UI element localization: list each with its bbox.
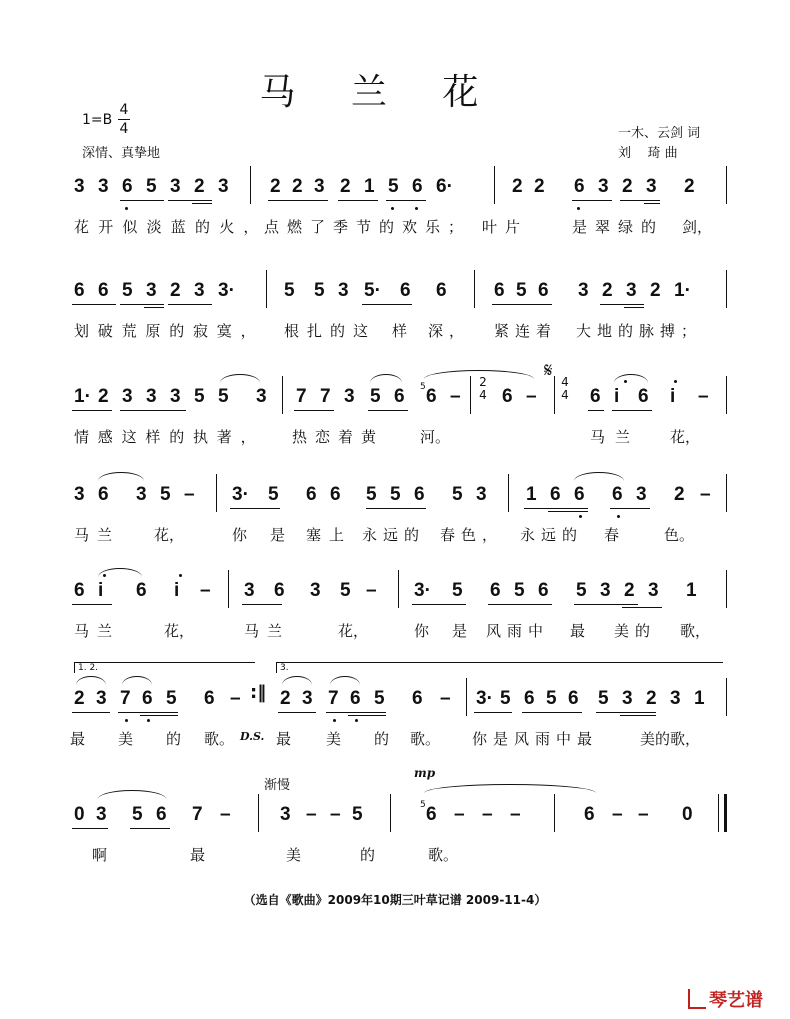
barline xyxy=(494,166,495,204)
note: 6 xyxy=(502,386,513,407)
lyric: 马兰 xyxy=(244,622,291,640)
note: – xyxy=(440,688,451,709)
note: 3 xyxy=(302,688,313,709)
note: 6 xyxy=(590,386,601,407)
note: 3 xyxy=(626,280,637,301)
lyric: 马兰 xyxy=(74,526,121,544)
lyric-line xyxy=(0,844,790,866)
note: 2 xyxy=(512,176,523,197)
note: 5 xyxy=(390,484,401,505)
note: – xyxy=(306,804,317,825)
note: 6 xyxy=(330,484,341,505)
note: 3· xyxy=(218,280,235,301)
note: 1· xyxy=(74,386,91,407)
lyric: 美的歌， xyxy=(640,730,701,748)
lyric: 歌。 xyxy=(428,846,459,864)
note: – xyxy=(184,484,195,505)
barline xyxy=(398,570,399,608)
logo-mark-icon xyxy=(688,989,706,1009)
tempo-mark: 渐慢 xyxy=(264,778,291,793)
note: – xyxy=(230,688,241,709)
note: 3 xyxy=(670,688,681,709)
note: 5 xyxy=(284,280,295,301)
lyric: 是 xyxy=(452,622,468,640)
barline xyxy=(554,376,555,414)
note: 6 xyxy=(538,580,549,601)
lyric: 永远的 xyxy=(520,526,584,544)
note: 5· xyxy=(364,280,381,301)
lyric: 点燃了季节的欢乐； xyxy=(264,218,472,236)
note: – xyxy=(330,804,341,825)
note: 6 xyxy=(638,386,649,407)
note-line xyxy=(74,174,734,204)
lyric: 是翠绿的 xyxy=(572,218,665,236)
note: – xyxy=(450,386,461,407)
note-line xyxy=(74,682,734,716)
note: 6 xyxy=(156,804,167,825)
lyric: 紧连着 xyxy=(494,322,558,340)
note: 5 xyxy=(370,386,381,407)
note: 5 xyxy=(514,580,525,601)
lyric-line xyxy=(0,728,790,750)
lyric: 春 xyxy=(604,526,620,544)
note: 2 xyxy=(624,580,635,601)
lyric-line xyxy=(0,216,790,238)
note: 5 xyxy=(374,688,385,709)
lyric: 根扎的这 xyxy=(284,322,377,340)
note: 3 xyxy=(636,484,647,505)
note: 3· xyxy=(414,580,431,601)
note: 3 xyxy=(256,386,267,407)
note: 2 xyxy=(684,176,695,197)
segno-icon: 𝄋 xyxy=(544,358,553,382)
note: 6 xyxy=(574,176,585,197)
lyric: 歌。 xyxy=(204,730,235,748)
note: 3 xyxy=(280,804,291,825)
lyric: 的 xyxy=(360,846,376,864)
note: 6 xyxy=(74,280,85,301)
note: 6 xyxy=(412,688,423,709)
note: 6 xyxy=(574,484,585,505)
note: 5 xyxy=(598,688,609,709)
barline xyxy=(726,570,727,608)
note: 5 xyxy=(452,580,463,601)
note: 3 xyxy=(648,580,659,601)
note: 3 xyxy=(74,176,85,197)
note: 3 xyxy=(338,280,349,301)
note: 3 xyxy=(146,386,157,407)
expression-mark: 深情、真挚地 xyxy=(82,146,161,161)
note: 3 xyxy=(170,176,181,197)
note: – xyxy=(220,804,231,825)
lyric: 马兰 xyxy=(74,622,121,640)
note: i xyxy=(614,386,620,407)
lyric-line xyxy=(0,426,790,448)
note: 3 xyxy=(136,484,147,505)
note: 6 xyxy=(568,688,579,709)
lyric: 你是风雨中最 xyxy=(472,730,599,748)
lyric-line xyxy=(0,524,790,546)
lyric: 花， xyxy=(338,622,369,640)
time-change: 4 4 xyxy=(561,375,569,402)
note: 5 xyxy=(122,280,133,301)
note: – xyxy=(526,386,537,407)
note: 2 xyxy=(622,176,633,197)
note: 6 xyxy=(538,280,549,301)
lyric-line xyxy=(0,320,790,342)
lyric: 歌。 xyxy=(410,730,441,748)
barline xyxy=(726,678,727,716)
source-note: （选自《歌曲》2009年10期三叶草记谱 2009-11-4） xyxy=(243,893,547,907)
note: 6 xyxy=(412,176,423,197)
time-change: 2 4 xyxy=(479,375,487,402)
note: 6 xyxy=(550,484,561,505)
note: 6 xyxy=(584,804,595,825)
note-line xyxy=(74,802,734,832)
repeat-end-icon: :‖ xyxy=(250,682,267,703)
note: 6 xyxy=(74,580,85,601)
barline xyxy=(470,376,471,414)
lyric-line xyxy=(0,620,790,642)
key-signature: 1=B xyxy=(82,112,113,128)
barline xyxy=(390,794,391,832)
barline xyxy=(554,794,555,832)
lyric: 美的 xyxy=(614,622,657,640)
note: 5 xyxy=(132,804,143,825)
note: 1 xyxy=(686,580,697,601)
note: – xyxy=(638,804,649,825)
note: 6 xyxy=(400,280,411,301)
site-logo: 琴艺谱 xyxy=(688,986,763,1012)
note: 2 xyxy=(98,386,109,407)
note: – xyxy=(200,580,211,601)
lyric: 你 xyxy=(232,526,248,544)
note: – xyxy=(612,804,623,825)
lyric: 美 xyxy=(118,730,134,748)
note: 2 xyxy=(270,176,281,197)
note-line xyxy=(74,278,734,308)
lyric: 大地的脉搏； xyxy=(576,322,703,340)
note: 7 xyxy=(120,688,131,709)
note: 6 xyxy=(490,580,501,601)
lyric: 花， xyxy=(164,622,195,640)
note: 7 xyxy=(296,386,307,407)
note: 3 xyxy=(578,280,589,301)
composer-credit: 刘 琦 曲 xyxy=(618,146,678,161)
note: 5 xyxy=(352,804,363,825)
note: – xyxy=(482,804,493,825)
note: 2 xyxy=(170,280,181,301)
note: 6 xyxy=(98,280,109,301)
barline xyxy=(726,270,727,308)
note: – xyxy=(510,804,521,825)
note: 3 xyxy=(622,688,633,709)
note: 3 xyxy=(96,688,107,709)
note: 3· xyxy=(232,484,249,505)
lyric: 剑， xyxy=(682,218,713,236)
barline xyxy=(282,376,283,414)
lyric: 永远的 xyxy=(362,526,426,544)
barline xyxy=(258,794,259,832)
note: i xyxy=(670,386,676,407)
note-line xyxy=(74,358,734,414)
note: 1 xyxy=(526,484,537,505)
barline xyxy=(726,474,727,512)
note: 7 xyxy=(320,386,331,407)
note: 3 xyxy=(218,176,229,197)
ds-mark: D.S. xyxy=(240,730,265,743)
dynamic-mark: mp xyxy=(414,766,436,780)
note: 6· xyxy=(436,176,453,197)
grace-note: 5 xyxy=(420,382,426,392)
note: 5 xyxy=(160,484,171,505)
lyric: 春色， xyxy=(440,526,504,544)
note: 3 xyxy=(194,280,205,301)
note: 6 xyxy=(98,484,109,505)
note: 1 xyxy=(694,688,705,709)
lyric: 最 xyxy=(276,730,292,748)
note: – xyxy=(366,580,377,601)
note: 2 xyxy=(280,688,291,709)
volta-bracket-1: 1. 2. xyxy=(74,662,255,673)
note: 5 xyxy=(146,176,157,197)
note: 5 xyxy=(452,484,463,505)
note: 5 xyxy=(218,386,229,407)
note: 6 xyxy=(612,484,623,505)
note: 5 xyxy=(388,176,399,197)
note: 5 xyxy=(340,580,351,601)
note: 5 xyxy=(166,688,177,709)
lyricist-credit: 一木、云剑 词 xyxy=(618,126,701,141)
note: 5 xyxy=(546,688,557,709)
note: 3 xyxy=(598,176,609,197)
lyric: 的 xyxy=(374,730,390,748)
barline xyxy=(718,794,719,832)
lyric: 样 xyxy=(392,322,408,340)
note: 1· xyxy=(674,280,691,301)
note: 6 xyxy=(426,804,437,825)
volta-bracket-2: 3. xyxy=(276,662,723,673)
lyric: 热恋着黄 xyxy=(292,428,385,446)
note: 2 xyxy=(674,484,685,505)
note: 3· xyxy=(476,688,493,709)
lyric: 是 xyxy=(270,526,286,544)
lyric: 划破荒原的寂寞， xyxy=(74,322,265,340)
note: 6 xyxy=(426,386,437,407)
note: 3 xyxy=(646,176,657,197)
lyric: 色。 xyxy=(664,526,695,544)
barline xyxy=(216,474,217,512)
note: – xyxy=(454,804,465,825)
lyric: 美 xyxy=(326,730,342,748)
note: 2 xyxy=(602,280,613,301)
lyric: 深， xyxy=(428,322,471,340)
note-line xyxy=(74,482,734,512)
note: 2 xyxy=(646,688,657,709)
lyric: 花， xyxy=(154,526,185,544)
barline xyxy=(228,570,229,608)
note: 5 xyxy=(366,484,377,505)
note: 7 xyxy=(328,688,339,709)
note: 6 xyxy=(414,484,425,505)
note: 5 xyxy=(268,484,279,505)
note: 2 xyxy=(292,176,303,197)
note: 3 xyxy=(74,484,85,505)
note: 3 xyxy=(170,386,181,407)
note: 6 xyxy=(350,688,361,709)
barline xyxy=(726,166,727,204)
note: 1 xyxy=(364,176,375,197)
barline xyxy=(466,678,467,716)
note: 3 xyxy=(122,386,133,407)
note: 6 xyxy=(274,580,285,601)
note: 3 xyxy=(244,580,255,601)
barline xyxy=(726,376,727,414)
lyric: 马兰 xyxy=(590,428,641,446)
barline xyxy=(250,166,251,204)
note: 6 xyxy=(394,386,405,407)
note: 2 xyxy=(340,176,351,197)
note-line xyxy=(74,578,734,608)
note: 0 xyxy=(74,804,85,825)
note: 2 xyxy=(194,176,205,197)
lyric: 花开似淡蓝的火， xyxy=(74,218,268,236)
lyric: 最 xyxy=(570,622,586,640)
note: 2 xyxy=(650,280,661,301)
final-barline xyxy=(724,794,727,832)
barline xyxy=(266,270,267,308)
note: 6 xyxy=(122,176,133,197)
page-title: 马 兰 花 xyxy=(259,72,501,113)
note: 5 xyxy=(516,280,527,301)
lyric: 美 xyxy=(286,846,302,864)
note: 3 xyxy=(314,176,325,197)
lyric: 啊 xyxy=(92,846,108,864)
time-signature: 4 4 xyxy=(119,102,129,137)
lyric: 的 xyxy=(166,730,182,748)
note: i xyxy=(174,580,180,601)
lyric: 塞上 xyxy=(306,526,353,544)
note: 6 xyxy=(136,580,147,601)
note: 3 xyxy=(344,386,355,407)
note: 6 xyxy=(524,688,535,709)
note: i xyxy=(98,580,104,601)
note: 6 xyxy=(306,484,317,505)
lyric: 情感这样的执著， xyxy=(74,428,265,446)
lyric: 最 xyxy=(70,730,86,748)
note: 3 xyxy=(476,484,487,505)
note: 6 xyxy=(436,280,447,301)
note: 3 xyxy=(98,176,109,197)
note: – xyxy=(700,484,711,505)
note: 3 xyxy=(600,580,611,601)
note: 5 xyxy=(314,280,325,301)
lyric: 最 xyxy=(190,846,206,864)
note: – xyxy=(698,386,709,407)
note: 6 xyxy=(204,688,215,709)
lyric: 你 xyxy=(414,622,430,640)
grace-note: 5 xyxy=(420,800,426,810)
note: 3 xyxy=(96,804,107,825)
note: 7 xyxy=(192,804,203,825)
note: 2 xyxy=(534,176,545,197)
lyric: 歌， xyxy=(680,622,711,640)
note: 0 xyxy=(682,804,693,825)
note: 5 xyxy=(576,580,587,601)
note: 2 xyxy=(74,688,85,709)
note: 5 xyxy=(194,386,205,407)
note: 3 xyxy=(146,280,157,301)
barline xyxy=(508,474,509,512)
note: 6 xyxy=(494,280,505,301)
lyric: 叶片 xyxy=(482,218,529,236)
lyric: 花， xyxy=(670,428,701,446)
note: 3 xyxy=(310,580,321,601)
note: 5 xyxy=(500,688,511,709)
lyric: 风雨中 xyxy=(486,622,550,640)
lyric: 河。 xyxy=(420,428,451,446)
barline xyxy=(474,270,475,308)
note: 6 xyxy=(142,688,153,709)
